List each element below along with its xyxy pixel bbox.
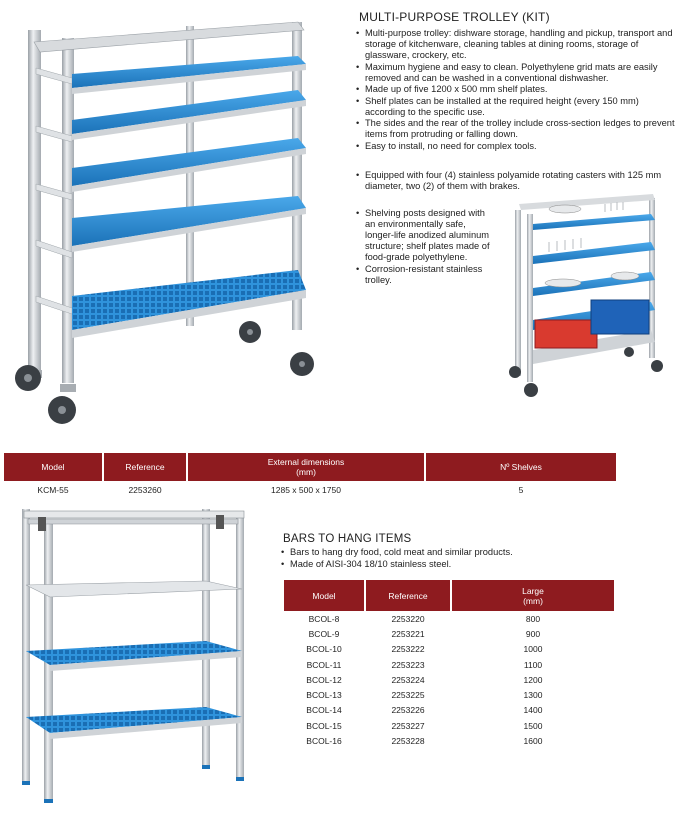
- bars-cell-large: 1600: [523, 736, 543, 747]
- table-row: [284, 703, 614, 718]
- trolley-bullet-7: • Equipped with four (4) stainless polyamide rotating casters with 125 mm diameter, two (2) of them with brakes.: [355, 170, 680, 192]
- bars-bullet-1: • Bars to hang dry food, cold meat and similar products.: [280, 547, 580, 558]
- trolley-bullet-5: • The sides and the rear of the trolley include cross-section ledges to prevent items from protruding or falling down.: [355, 118, 680, 140]
- table-row: [284, 642, 614, 657]
- hanging-bar-shelf-image: [10, 505, 255, 815]
- bars-spec-table: [282, 580, 616, 749]
- trolley-bullets-top: [355, 28, 680, 152]
- trolley-bullets-bottom: [355, 208, 495, 286]
- trolley-bullet-4: • Shelf plates can be installed at the required height (every 150 mm) according to the specific use.: [355, 96, 680, 118]
- trolley-loaded-image: [505, 192, 667, 402]
- trolley-bullet-1: • Multi-purpose trolley: dishware storage, handling and pickup, transport and storage of kitchenware, cleaning tables at dining rooms, storage of glassware, crockery, etc.: [355, 28, 680, 61]
- bars-cell-reference: 2253225: [391, 690, 425, 701]
- bars-bullet-2: • Made of AISI-304 18/10 stainless steel.: [280, 559, 580, 570]
- bars-cell-reference: 2253220: [391, 613, 425, 624]
- table-row: [284, 626, 614, 641]
- trolley-spec-table: [2, 453, 618, 499]
- bars-cell-reference: 2253224: [391, 674, 425, 685]
- trolley-col-dimensions: External dimensions (mm): [188, 453, 424, 481]
- bars-cell-model: BCOL-16: [306, 736, 342, 747]
- bars-cell-model: BCOL-10: [306, 644, 342, 655]
- bars-cell-model: BCOL-15: [306, 720, 342, 731]
- bars-cell-model: BCOL-9: [308, 628, 340, 639]
- trolley-cell-model: KCM-55: [37, 485, 69, 495]
- table-row: [284, 657, 614, 672]
- trolley-title: MULTI-PURPOSE TROLLEY (KIT): [359, 10, 550, 24]
- bars-cell-model: BCOL-11: [306, 659, 342, 670]
- trolley-bullet-2: • Maximum hygiene and easy to clean. Polyethylene grid mats are easily removed and can be washed in a conventional dishwasher.: [355, 62, 680, 84]
- bars-cell-large: 1400: [523, 705, 543, 716]
- bars-cell-model: BCOL-14: [306, 705, 342, 716]
- trolley-spec-table-wrap: [4, 453, 618, 499]
- bars-col-reference: Reference: [366, 580, 450, 611]
- trolley-cell-dimensions: 1285 x 500 x 1750: [271, 485, 341, 495]
- table-row: [284, 611, 614, 626]
- bars-col-model: Model: [284, 580, 364, 611]
- bars-cell-model: BCOL-12: [306, 674, 342, 685]
- trolley-bullet-8: • Shelving posts designed with an environmentally safe, longer-life anodized aluminum structure; shelf plates made of food-grade polyethylene.: [355, 208, 495, 263]
- bars-cell-large: 1100: [523, 659, 543, 670]
- bars-cell-reference: 2253221: [391, 628, 425, 639]
- bars-col-large: Large (mm): [452, 580, 614, 611]
- table-row: [284, 733, 614, 748]
- trolley-col-reference: Reference: [104, 453, 186, 481]
- bars-cell-large: 1200: [523, 674, 543, 685]
- bars-cell-reference: 2253228: [391, 736, 425, 747]
- trolley-bullet-3: • Made up of five 1200 x 500 mm shelf plates.: [355, 84, 680, 95]
- bars-title: BARS TO HANG ITEMS: [283, 533, 412, 545]
- table-row: [284, 687, 614, 702]
- bars-cell-reference: 2253227: [391, 720, 425, 731]
- bars-cell-model: BCOL-8: [308, 613, 340, 624]
- table-row: [284, 718, 614, 733]
- trolley-cell-reference: 2253260: [128, 485, 162, 495]
- bars-cell-large: 800: [525, 613, 541, 624]
- bars-spec-table-wrap: [284, 580, 616, 749]
- bars-bullets: [280, 547, 580, 570]
- bars-cell-large: 900: [525, 628, 541, 639]
- bars-cell-model: BCOL-13: [306, 690, 342, 701]
- bars-cell-reference: 2253226: [391, 705, 425, 716]
- trolley-bullet-9: • Corrosion-resistant stainless trolley.: [355, 264, 495, 286]
- trolley-bullet-6: • Easy to install, no need for complex tools.: [355, 141, 680, 152]
- bars-cell-large: 1300: [523, 690, 543, 701]
- table-row: [284, 672, 614, 687]
- bars-cell-large: 1500: [523, 720, 543, 731]
- bars-cell-reference: 2253222: [391, 644, 425, 655]
- trolley-main-image: [6, 8, 328, 430]
- bars-cell-large: 1000: [523, 644, 543, 655]
- trolley-cell-shelves: 5: [518, 485, 524, 495]
- trolley-bullet-7-wrap: [355, 170, 680, 193]
- table-row: [4, 481, 616, 499]
- bars-cell-reference: 2253223: [391, 659, 425, 670]
- trolley-col-shelves: Nº Shelves: [426, 453, 616, 481]
- trolley-col-model: Model: [4, 453, 102, 481]
